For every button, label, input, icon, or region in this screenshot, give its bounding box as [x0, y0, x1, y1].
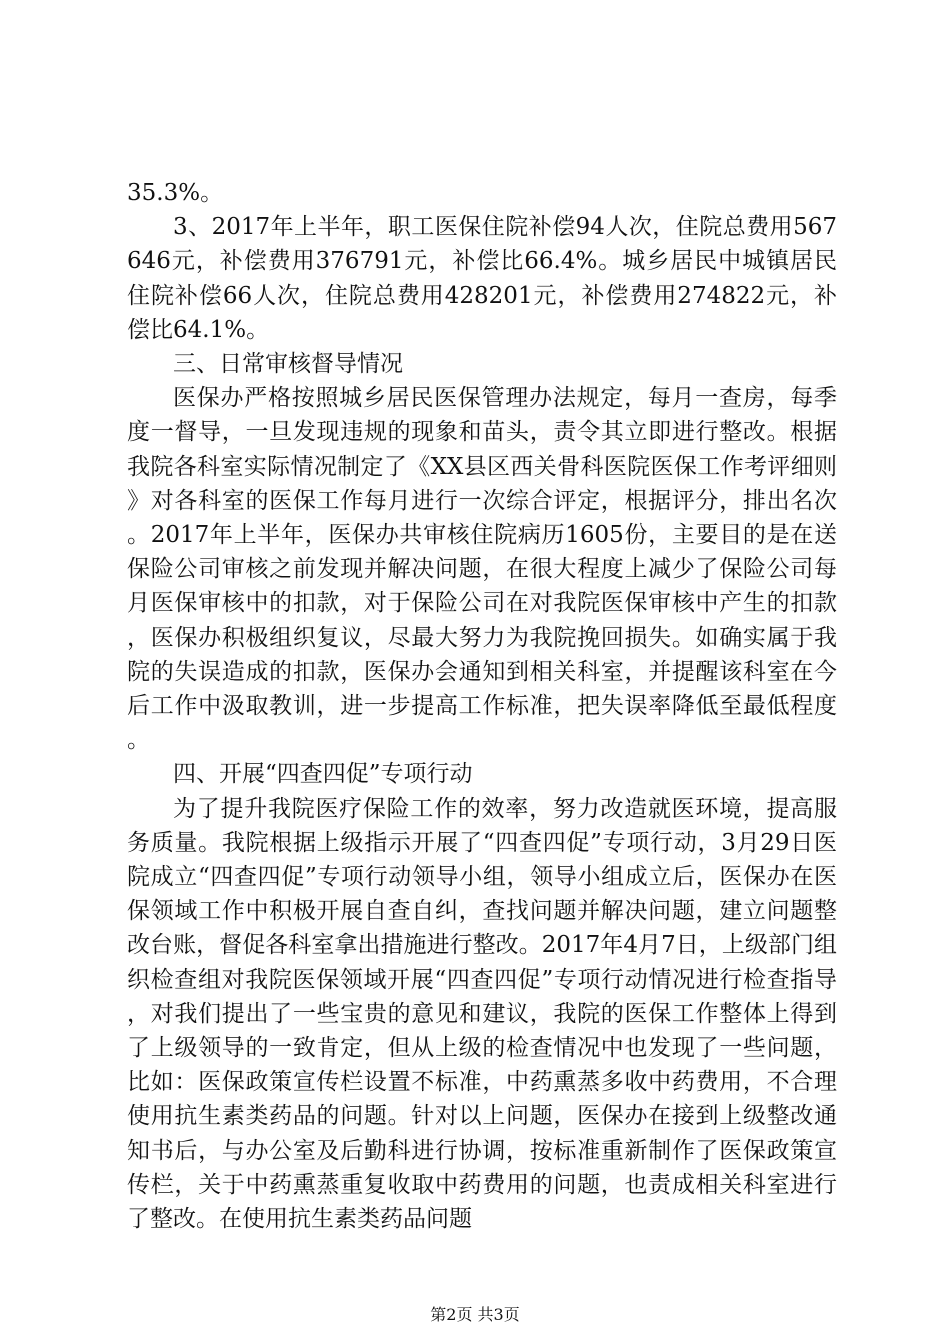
section-heading-3: 三、日常审核督导情况 [173, 351, 403, 378]
paragraph-continuation: 35.3%。 [127, 180, 224, 206]
paragraph-statistics: 3、2017年上半年，职工医保住院补偿94人次，住院总费用567646元，补偿费用376791元，补偿比66.4%。城乡居民中城镇居民住院补偿66人次，住院总费用428201元，补偿费用274822元，补偿比64.1%。 [127, 214, 837, 343]
paragraph-campaign: 为了提升我院医疗保险工作的效率，努力改造就医环境，提高服务质量。我院根据上级指示开展了“四查四促”专项行动，3月29日医院成立“四查四促”专项行动领导小组，领导小组成立后，医保办在医保领域工作中积极开展自查自纠，查找问题并解决问题，建立问题整改台账，督促各科室拿出措施进行整改。2017年4月7日，上级部门组织检查组对我院医保领域开展“四查四促”专项行动情况进行检查指导，对我们提出了一些宝贵的意见和建议，我院的医保工作整体上得到了上级领导的一致肯定，但从上级的检查情况中也发现了一些问题，比如：医保政策宣传栏设置不标准，中药熏蒸多收中药费用，不合理使用抗生素类药品的问题。针对以上问题，医保办在接到上级整改通知书后，与办公室及后勤科进行协调，按标准重新制作了医保政策宣传栏，关于中药熏蒸重复收取中药费用的问题，也责成相关科室进行了整改。在使用抗生素类药品问题 [127, 795, 837, 1233]
document-body [127, 176, 837, 1236]
page-number-footer: 第2页 共3页 [430, 1305, 520, 1324]
section-heading-4: 四、开展“四查四促”专项行动 [173, 761, 473, 788]
paragraph-audit: 医保办严格按照城乡居民医保管理办法规定，每月一查房，每季度一督导，一旦发现违规的现象和苗头，责令其立即进行整改。根据我院各科室实际情况制定了《XX县区西关骨科医院医保工作考评细则》对各科室的医保工作每月进行一次综合评定，根据评分，排出名次。2017年上半年，医保办共审核住院病历1605份，主要目的是在送保险公司审核之前发现并解决问题，在很大程度上减少了保险公司每月医保审核中的扣款，对于保险公司在对我院医保审核中产生的扣款，医保办积极组织复议，尽最大努力为我院挽回损失。如确实属于我院的失误造成的扣款，医保办会通知到相关科室，并提醒该科室在今后工作中汲取教训，进一步提高工作标准，把失误率降低至最低程度。 [127, 385, 837, 754]
